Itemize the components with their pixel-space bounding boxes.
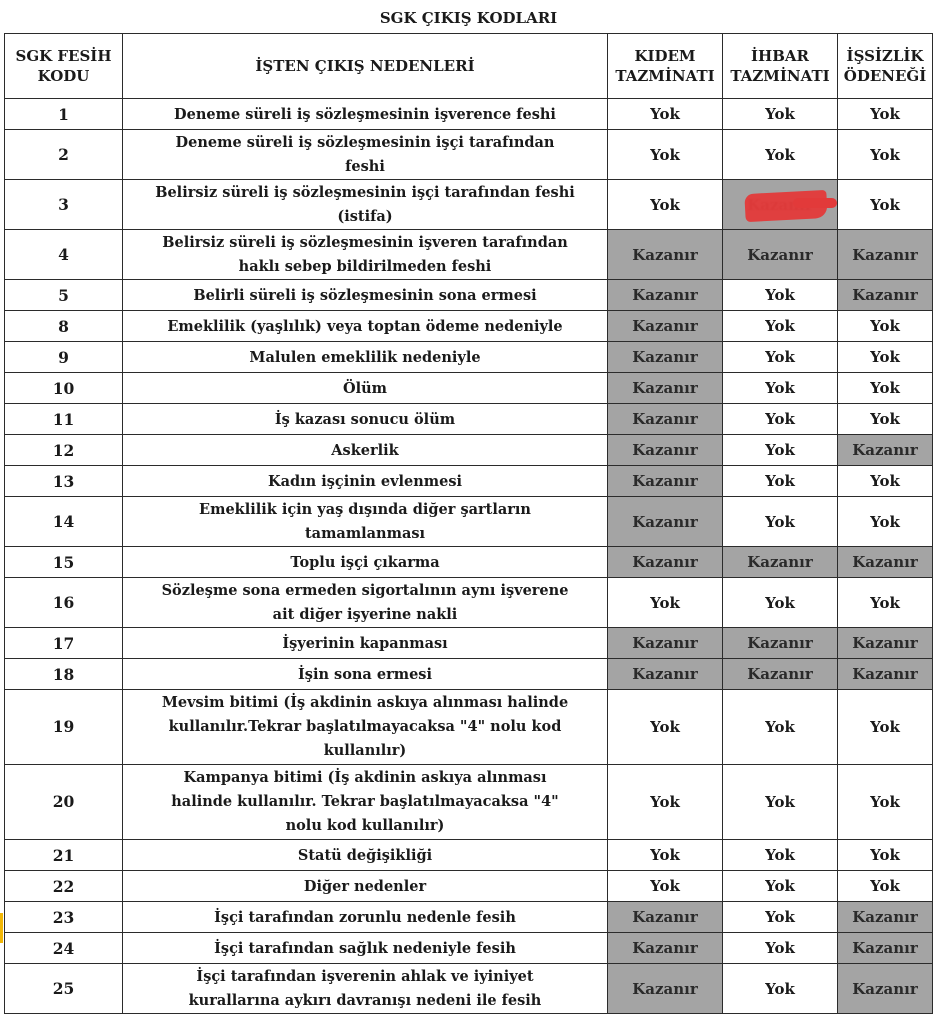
cell-kidem[interactable]: Yok (608, 690, 723, 765)
cell-kidem[interactable]: Kazanır (608, 311, 723, 342)
cell-kidem[interactable]: Kazanır (608, 547, 723, 578)
red-redaction-mark (793, 198, 837, 208)
table-row (5, 871, 933, 902)
cell-code[interactable]: 23 (5, 902, 123, 933)
reason-line: Statü değişikliği (297, 846, 433, 864)
spreadsheet (4, 3, 932, 1014)
cell-reason[interactable] (123, 497, 608, 547)
cell-kidem[interactable]: Yok (608, 578, 723, 628)
table-row (5, 690, 933, 765)
cell-code[interactable]: 16 (5, 578, 123, 628)
reason-line: nolu kod kullanılır) (285, 817, 445, 834)
cell-kidem[interactable]: Kazanır (608, 497, 723, 547)
reason-line: İş kazası sonucu ölüm (274, 410, 456, 428)
table-row (5, 311, 933, 342)
cell-code[interactable]: 2 (5, 130, 123, 180)
cell-code[interactable]: 18 (5, 659, 123, 690)
cell-ihbar[interactable]: Yok (723, 497, 838, 547)
reason-line: tamamlanması (304, 524, 426, 542)
table-row (5, 230, 933, 280)
cell-code[interactable]: 5 (5, 280, 123, 311)
cell-issizlik[interactable]: Yok (838, 690, 933, 765)
table-row (5, 628, 933, 659)
reason-line: haklı sebep bildirilmeden feshi (238, 257, 492, 275)
cell-ihbar[interactable]: Yok (723, 902, 838, 933)
cell-ihbar[interactable]: Kazanır (723, 628, 838, 659)
cell-code[interactable]: 17 (5, 628, 123, 659)
cell-kidem[interactable]: Kazanır (608, 964, 723, 1014)
reason-line: Emeklilik için yaş dışında diğer şartların (199, 500, 531, 518)
cell-kidem[interactable]: Kazanır (608, 373, 723, 404)
reason-line: Deneme süreli iş sözleşmesinin işçi tarafından (175, 133, 555, 151)
cell-code[interactable]: 24 (5, 933, 123, 964)
cell-ihbar[interactable]: Yok (723, 765, 838, 840)
reason-line: kullanılır.Tekrar başlatılmayacaksa "4" nolu kod (168, 718, 562, 735)
reason-line: kurallarına aykırı davranışı nedeni ile fesih (188, 991, 542, 1009)
reason-line: Diğer nedenler (303, 877, 427, 895)
cell-code[interactable]: 25 (5, 964, 123, 1014)
cell-reason[interactable] (123, 280, 608, 311)
cell-code[interactable]: 11 (5, 404, 123, 435)
cell-ihbar[interactable]: Kazanır (723, 230, 838, 280)
cell-code[interactable]: 8 (5, 311, 123, 342)
cell-ihbar[interactable]: Yok (723, 342, 838, 373)
cell-issizlik[interactable]: Kazanır (838, 628, 933, 659)
reason-line: feshi (345, 157, 385, 175)
table-row (5, 404, 933, 435)
cell-issizlik[interactable]: Yok (838, 466, 933, 497)
cell-issizlik[interactable]: Yok (838, 578, 933, 628)
reason-line: İşçi tarafından sağlık nedeniyle fesih (214, 939, 516, 957)
cell-issizlik[interactable]: Yok (838, 765, 933, 840)
cell-code[interactable]: 13 (5, 466, 123, 497)
cell-ihbar[interactable]: Yok (723, 690, 838, 765)
table-row (5, 280, 933, 311)
cell-kidem[interactable]: Yok (608, 130, 723, 180)
cell-reason[interactable] (123, 628, 608, 659)
cell-issizlik[interactable]: Yok (838, 180, 933, 230)
cell-code[interactable]: 19 (5, 690, 123, 765)
header-severance-line1: KIDEM (634, 47, 696, 65)
cell-code[interactable]: 14 (5, 497, 123, 547)
cell-reason[interactable] (123, 311, 608, 342)
cell-kidem[interactable]: Kazanır (608, 404, 723, 435)
table-row (5, 933, 933, 964)
cell-ihbar[interactable]: Kazanır (723, 659, 838, 690)
header-severance[interactable] (608, 34, 723, 99)
reason-line: İşçi tarafından işverenin ahlak ve iyiniyet (196, 967, 534, 985)
cell-issizlik[interactable]: Yok (838, 497, 933, 547)
reason-line: Malulen emeklilik nedeniyle (249, 348, 481, 366)
cell-code[interactable]: 15 (5, 547, 123, 578)
cell-reason[interactable] (123, 466, 608, 497)
cell-ihbar[interactable]: Yok (723, 280, 838, 311)
cell-reason[interactable] (123, 130, 608, 180)
cell-issizlik[interactable]: Kazanır (838, 964, 933, 1014)
table-row (5, 578, 933, 628)
table-row (5, 902, 933, 933)
cell-reason[interactable] (123, 840, 608, 871)
exit-codes-table (4, 3, 933, 1014)
cell-kidem[interactable]: Kazanır (608, 435, 723, 466)
table-row (5, 659, 933, 690)
cell-reason[interactable] (123, 578, 608, 628)
cell-kidem[interactable]: Kazanır (608, 933, 723, 964)
cell-kidem[interactable]: Kazanır (608, 280, 723, 311)
cell-reason[interactable] (123, 964, 608, 1014)
cell-code[interactable]: 12 (5, 435, 123, 466)
cell-ihbar[interactable]: Yok (723, 130, 838, 180)
cell-code[interactable]: 10 (5, 373, 123, 404)
cell-kidem[interactable]: Kazanır (608, 902, 723, 933)
cell-kidem[interactable]: Kazanır (608, 628, 723, 659)
header-notice[interactable] (723, 34, 838, 99)
table-row (5, 99, 933, 130)
row-selection-marker (0, 913, 3, 943)
cell-issizlik[interactable]: Yok (838, 840, 933, 871)
reason-line: Kadın işçinin evlenmesi (267, 472, 463, 490)
cell-reason[interactable] (123, 230, 608, 280)
cell-code[interactable]: 22 (5, 871, 123, 902)
reason-line: Sözleşme sona ermeden sigortalının aynı işverene (161, 581, 569, 599)
cell-issizlik[interactable]: Kazanır (838, 435, 933, 466)
cell-code[interactable]: 21 (5, 840, 123, 871)
cell-code[interactable]: 1 (5, 99, 123, 130)
cell-ihbar[interactable]: Yok (723, 871, 838, 902)
table-row (5, 840, 933, 871)
header-unemployment[interactable] (838, 34, 933, 99)
header-notice-line2: TAZMİNATI (730, 67, 830, 85)
header-code-line1: SGK FESİH (15, 47, 112, 65)
cell-reason[interactable] (123, 99, 608, 130)
cell-ihbar[interactable]: Kazanır (723, 547, 838, 578)
reason-line: Belirsiz süreli iş sözleşmesinin işveren tarafından (162, 233, 568, 251)
reason-line: Emeklilik (yaşlılık) veya toptan ödeme nedeniyle (167, 317, 563, 335)
table-row (5, 130, 933, 180)
cell-issizlik[interactable]: Kazanır (838, 902, 933, 933)
cell-issizlik[interactable]: Kazanır (838, 659, 933, 690)
reason-line: (istifa) (337, 207, 393, 225)
table-row (5, 547, 933, 578)
cell-reason[interactable] (123, 871, 608, 902)
cell-issizlik[interactable]: Kazanır (838, 933, 933, 964)
cell-reason[interactable] (123, 547, 608, 578)
table-row (5, 964, 933, 1014)
cell-ihbar[interactable]: Yok (723, 373, 838, 404)
cell-ihbar[interactable]: Yok (723, 578, 838, 628)
reason-line: Askerlik (331, 441, 399, 459)
reason-line: kullanılır) (323, 742, 407, 759)
cell-issizlik[interactable]: Yok (838, 342, 933, 373)
cell-issizlik[interactable]: Kazanır (838, 230, 933, 280)
cell-reason[interactable] (123, 659, 608, 690)
cell-ihbar[interactable]: Yok (723, 964, 838, 1014)
header-severance-line2: TAZMİNATI (615, 67, 715, 85)
cell-kidem[interactable]: Kazanır (608, 466, 723, 497)
header-unemployment-line1: İŞSİZLİK (846, 47, 924, 65)
cell-issizlik[interactable]: Yok (838, 99, 933, 130)
cell-ihbar[interactable]: Yok (723, 99, 838, 130)
reason-line: Belirli süreli iş sözleşmesinin sona ermesi (193, 286, 537, 304)
header-notice-line1: İHBAR (751, 47, 809, 65)
table-row (5, 435, 933, 466)
table-row (5, 373, 933, 404)
cell-code[interactable]: 20 (5, 765, 123, 840)
cell-code[interactable]: 9 (5, 342, 123, 373)
cell-reason[interactable] (123, 373, 608, 404)
cell-reason[interactable] (123, 902, 608, 933)
reason-line: Belirsiz süreli iş sözleşmesinin işçi tarafından feshi (155, 183, 575, 201)
reason-line: Ölüm (342, 379, 388, 397)
cell-ihbar[interactable]: Yok (723, 466, 838, 497)
header-unemployment-line2: ÖDENEĞİ (843, 67, 927, 85)
cell-code[interactable]: 3 (5, 180, 123, 230)
cell-kidem[interactable]: Kazanır (608, 230, 723, 280)
table-title: SGK ÇIKIŞ KODLARI (5, 3, 933, 34)
reason-line: Toplu işçi çıkarma (290, 553, 440, 571)
cell-kidem[interactable]: Kazanır (608, 342, 723, 373)
reason-line: Mevsim bitimi (İş akdinin askıya alınması halinde (161, 694, 569, 711)
cell-ihbar[interactable]: Yok (723, 933, 838, 964)
cell-kidem[interactable]: Kazanır (608, 659, 723, 690)
cell-ihbar[interactable]: Yok (723, 435, 838, 466)
header-code-line2: KODU (37, 67, 90, 85)
cell-reason[interactable] (123, 690, 608, 765)
cell-issizlik[interactable]: Yok (838, 404, 933, 435)
reason-line: ait diğer işyerine nakli (272, 605, 458, 623)
cell-kidem[interactable]: Yok (608, 871, 723, 902)
cell-issizlik[interactable]: Kazanır (838, 280, 933, 311)
cell-reason[interactable] (123, 342, 608, 373)
cell-issizlik[interactable]: Yok (838, 871, 933, 902)
table-row (5, 765, 933, 840)
table-row (5, 497, 933, 547)
header-reason[interactable]: İŞTEN ÇIKIŞ NEDENLERİ (123, 34, 608, 99)
cell-reason[interactable] (123, 435, 608, 466)
cell-ihbar[interactable]: Yok (723, 404, 838, 435)
header-code[interactable] (5, 34, 123, 99)
cell-ihbar[interactable]: Yok (723, 840, 838, 871)
table-row (5, 180, 933, 230)
table-row (5, 342, 933, 373)
cell-code[interactable]: 4 (5, 230, 123, 280)
cell-reason[interactable] (123, 933, 608, 964)
table-body (5, 99, 933, 1014)
cell-reason[interactable] (123, 180, 608, 230)
reason-line: halinde kullanılır. Tekrar başlatılmayacaksa "4" (171, 793, 559, 810)
cell-ihbar[interactable] (723, 180, 838, 230)
cell-issizlik[interactable]: Kazanır (838, 547, 933, 578)
cell-ihbar[interactable]: Yok (723, 311, 838, 342)
cell-issizlik[interactable]: Yok (838, 130, 933, 180)
reason-line: İşin sona ermesi (298, 665, 432, 683)
cell-issizlik[interactable]: Yok (838, 373, 933, 404)
table-row (5, 466, 933, 497)
reason-line: Kampanya bitimi (İş akdinin askıya alınması (183, 769, 547, 786)
cell-kidem[interactable]: Yok (608, 180, 723, 230)
reason-line: İşçi tarafından zorunlu nedenle fesih (214, 908, 516, 926)
cell-issizlik[interactable]: Yok (838, 311, 933, 342)
reason-line: İşyerinin kapanması (282, 634, 448, 652)
cell-kidem[interactable]: Yok (608, 765, 723, 840)
reason-line: Deneme süreli iş sözleşmesinin işverence feshi (174, 105, 556, 123)
cell-reason[interactable] (123, 404, 608, 435)
cell-reason[interactable] (123, 765, 608, 840)
cell-kidem[interactable]: Yok (608, 840, 723, 871)
cell-kidem[interactable]: Yok (608, 99, 723, 130)
